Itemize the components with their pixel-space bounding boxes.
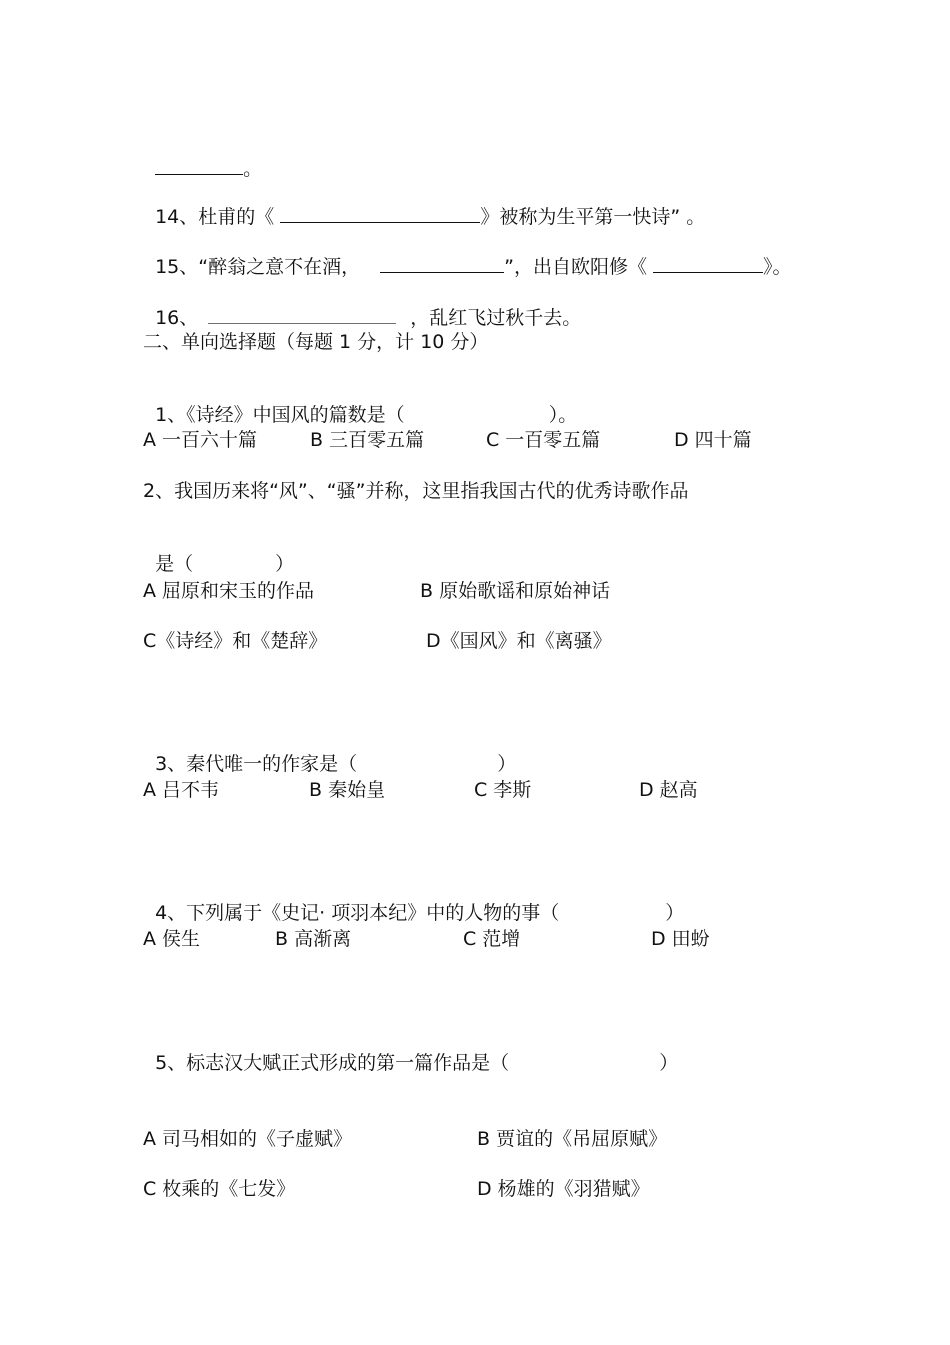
question-1-stem: 1、《诗经》中国风的篇数是（ ）。 [155, 404, 578, 426]
option-d[interactable]: D 四十篇 [674, 429, 752, 451]
option-c[interactable]: C 一百零五篇 [486, 429, 601, 451]
option-c[interactable]: C 范增 [463, 928, 521, 950]
option-a[interactable]: A 屈原和宋玉的作品 [143, 580, 315, 602]
q13-continuation: 。 [143, 132, 262, 181]
q14-blank[interactable] [280, 204, 480, 223]
section-heading: 二、单向选择题（每题 1 分，计 10 分） [143, 331, 489, 353]
question-2-stem-cont: 是（ ） [155, 553, 295, 575]
q15-blank-2[interactable] [653, 254, 763, 273]
q15-line: 15、“醉翁之意不在酒， ”，出自欧阳修《 》。 [155, 256, 792, 278]
q14-line: 14、杜甫的《 》被称为生平第一快诗” 。 [155, 206, 706, 228]
q16-blank[interactable] [208, 305, 396, 324]
option-a[interactable]: A 司马相如的《子虚赋》 [143, 1128, 353, 1150]
q15-blank-1[interactable] [380, 254, 504, 273]
option-b[interactable]: B 三百零五篇 [310, 429, 425, 451]
option-d[interactable]: D《国风》和《离骚》 [426, 630, 612, 652]
option-d[interactable]: D 赵高 [639, 779, 698, 801]
option-b[interactable]: B 秦始皇 [309, 779, 386, 801]
option-a[interactable]: A 一百六十篇 [143, 429, 258, 451]
question-3-stem: 3、秦代唯一的作家是（ ） [155, 753, 517, 775]
question-2-stem: 2、我国历来将“风”、“骚”并称，这里指我国古代的优秀诗歌作品 [143, 480, 689, 502]
option-d[interactable]: D 杨雄的《羽猎赋》 [477, 1178, 650, 1200]
q13-blank[interactable] [155, 156, 243, 175]
option-c[interactable]: C 枚乘的《七发》 [143, 1178, 296, 1200]
option-c[interactable]: C《诗经》和《楚辞》 [143, 630, 328, 652]
option-a[interactable]: A 侯生 [143, 928, 201, 950]
question-5-stem: 5、标志汉大赋正式形成的第一篇作品是（ ） [155, 1052, 679, 1074]
option-b[interactable]: B 贾谊的《吊屈原赋》 [477, 1128, 668, 1150]
option-d[interactable]: D 田蚡 [651, 928, 710, 950]
option-b[interactable]: B 高渐离 [275, 928, 352, 950]
option-b[interactable]: B 原始歌谣和原始神话 [420, 580, 611, 602]
q16-line: 16、 ，乱红飞过秋千去。 [155, 307, 582, 329]
question-4-stem: 4、下列属于《史记· 项羽本纪》中的人物的事（ ） [155, 902, 685, 924]
option-c[interactable]: C 李斯 [474, 779, 532, 801]
option-a[interactable]: A 吕不韦 [143, 779, 220, 801]
